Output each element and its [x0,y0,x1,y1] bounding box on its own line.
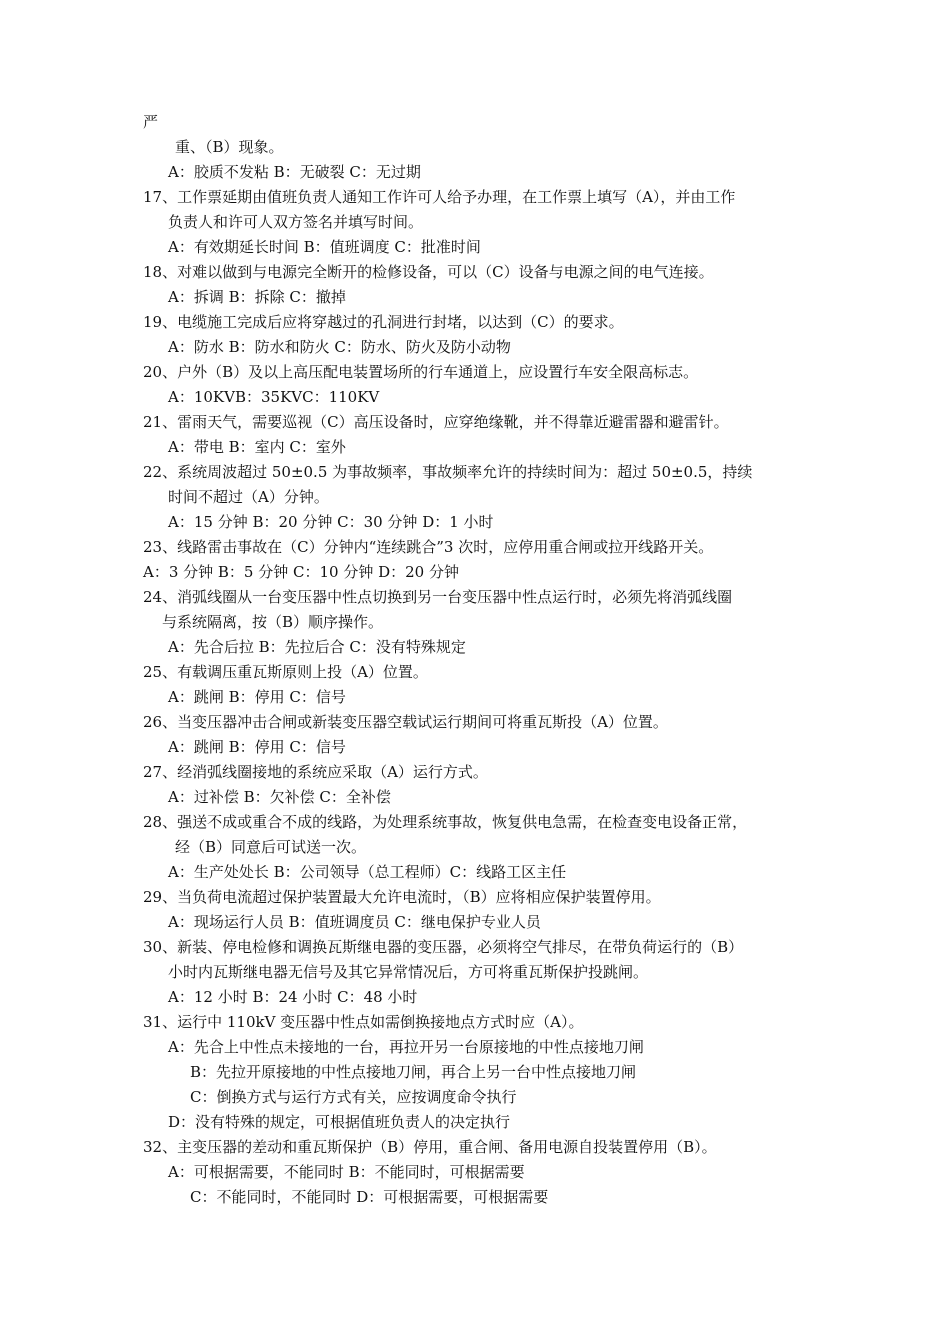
question-line: 18、对难以做到与电源完全断开的检修设备，可以（C）设备与电源之间的电气连接。 [143,263,714,281]
text-line: 经（B）同意后可试送一次。 [175,838,367,856]
question-line: 19、电缆施工完成后应将穿越过的孔洞进行封堵，以达到（C）的要求。 [143,313,624,331]
question-line: 27、经消弧线圈接地的系统应采取（A）运行方式。 [143,763,488,781]
question-line: 20、户外（B）及以上高压配电装置场所的行车通道上，应设置行车安全限高标志。 [143,363,699,381]
question-line: 17、工作票延期由值班负责人通知工作许可人给予办理，在工作票上填写（A），并由工作 [143,188,736,206]
answer-options: A：防水 B：防水和防火 C：防水、防火及防小动物 [168,338,511,356]
text-line: 重、（B）现象。 [175,138,284,156]
text-line: 时间不超过（A）分钟。 [168,488,329,506]
question-line: 31、运行中 110kV 变压器中性点如需倒换接地点方式时应（A）。 [143,1013,584,1031]
answer-options: A：10KVB：35KVC：110KV [168,388,380,406]
answer-options: A：跳闸 B：停用 C：信号 [168,738,346,756]
question-line: 21、雷雨天气，需要巡视（C）高压设备时，应穿绝缘靴，并不得靠近避雷器和避雷针。 [143,413,729,431]
question-line: 23、线路雷击事故在（C）分钟内“连续跳合”3 次时，应停用重合闸或拉开线路开关。 [143,538,714,556]
text-line: 严 [143,113,159,131]
answer-option: A：先合上中性点未接地的一台，再拉开另一台原接地的中性点接地刀闸 [168,1038,644,1056]
question-line: 28、强送不成或重合不成的线路，为处理系统事故，恢复供电急需，在检查变电设备正常， [143,813,748,831]
question-line: 26、当变压器冲击合闸或新装变压器空载试运行期间可将重瓦斯投（A）位置。 [143,713,668,731]
text-line: 与系统隔离，按（B）顺序操作。 [162,613,384,631]
answer-options: A：3 分钟 B：5 分钟 C：10 分钟 D：20 分钟 [143,563,459,581]
answer-options: A：带电 B：室内 C：室外 [168,438,346,456]
answer-options: A：可根据需要，不能同时 B：不能同时，可根据需要 [168,1163,525,1181]
question-line: 30、新装、停电检修和调换瓦斯继电器的变压器，必须将空气排尽，在带负荷运行的（B） [143,938,744,956]
answer-option: C：倒换方式与运行方式有关，应按调度命令执行 [190,1088,517,1106]
answer-options: A：现场运行人员 B：值班调度员 C：继电保护专业人员 [168,913,541,931]
question-line: 22、系统周波超过 50±0.5 为事故频率，事故频率允许的持续时间为：超过 50±0.5，持续 [143,463,753,481]
text-line: 小时内瓦斯继电器无信号及其它异常情况后，方可将重瓦斯保护投跳闸。 [168,963,649,981]
answer-options: C：不能同时，不能同时 D：可根据需要，可根据需要 [190,1188,549,1206]
question-line: 32、主变压器的差动和重瓦斯保护（B）停用，重合闸、备用电源自投装置停用（B）。 [143,1138,717,1156]
answer-option: D：没有特殊的规定，可根据值班负责人的决定执行 [168,1113,511,1131]
question-line: 24、消弧线圈从一台变压器中性点切换到另一台变压器中性点运行时，必须先将消弧线圈 [143,588,733,606]
question-line: 25、有载调压重瓦斯原则上投（A）位置。 [143,663,428,681]
answer-options: A：有效期延长时间 B：值班调度 C：批准时间 [168,238,481,256]
question-line: 29、当负荷电流超过保护装置最大允许电流时，（B）应将相应保护装置停用。 [143,888,661,906]
answer-options: A：先合后拉 B：先拉后合 C：没有特殊规定 [168,638,466,656]
answer-options: A：15 分钟 B：20 分钟 C：30 分钟 D：1 小时 [168,513,494,531]
answer-options: A：过补偿 B：欠补偿 C：全补偿 [168,788,391,806]
answer-options: A：12 小时 B：24 小时 C：48 小时 [168,988,418,1006]
answer-options: A：生产处处长 B：公司领导（总工程师）C：线路工区主任 [168,863,567,881]
answer-options: A：拆调 B：拆除 C：撤掉 [168,288,346,306]
answer-options: A：跳闸 B：停用 C：信号 [168,688,346,706]
answer-option: B：先拉开原接地的中性点接地刀闸，再合上另一台中性点接地刀闸 [190,1063,637,1081]
answer-options: A：胶质不发粘 B：无破裂 C：无过期 [168,163,421,181]
text-line: 负责人和许可人双方签名并填写时间。 [168,213,424,231]
